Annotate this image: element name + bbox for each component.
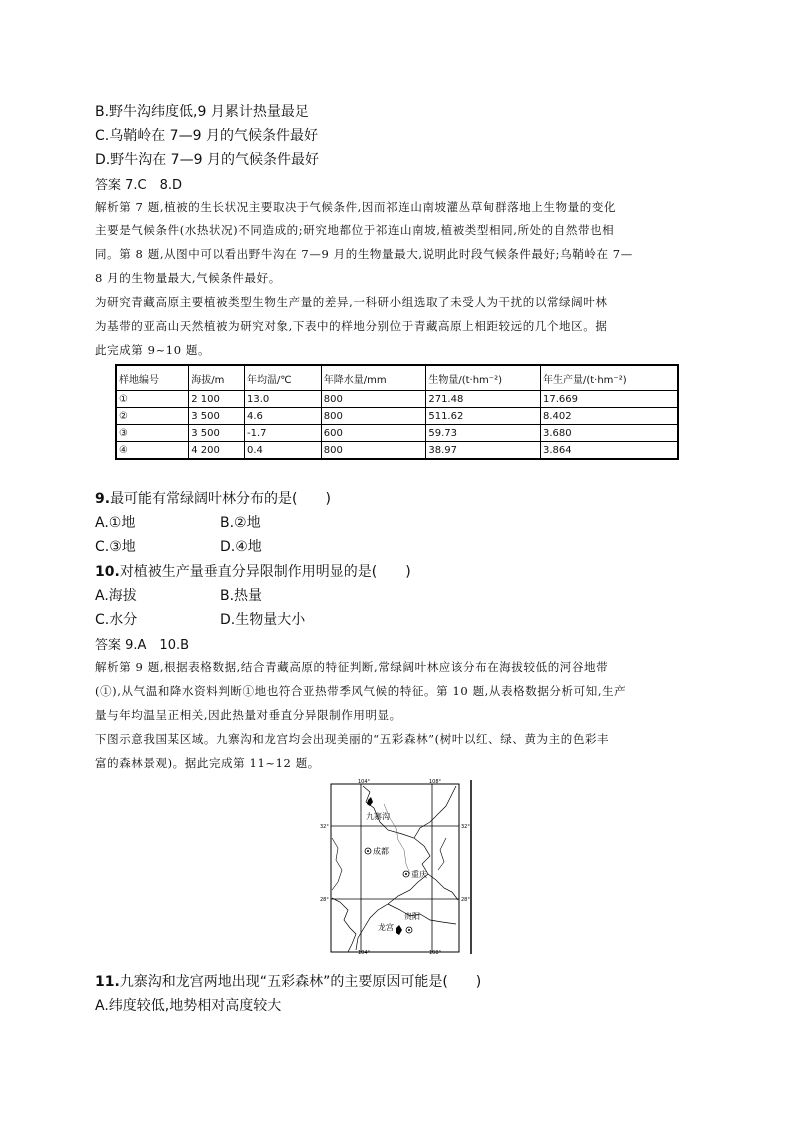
table-cell: 271.48	[426, 391, 541, 408]
province-boundary	[428, 874, 458, 900]
jiuzhaigou-label: 九寨沟	[366, 812, 390, 821]
option-c-q8: C.乌鞘岭在 7—9 月的气候条件最好	[95, 128, 318, 144]
table-cell: 17.669	[540, 391, 678, 408]
table-cell: 2 100	[189, 391, 245, 408]
explanation-9-10-line: 解析第 9 题,根据表格数据,结合青藏高原的特征判断,常绿阔叶林应该分布在海拔较低的河谷地带	[95, 660, 609, 674]
table-cell: 59.73	[426, 425, 541, 442]
lat-label: 32°	[461, 824, 470, 830]
table-header-cell: 年降水量/mm	[321, 365, 426, 391]
chengdu-marker-dot	[367, 850, 369, 852]
lat-label: 28°	[320, 897, 329, 903]
option-a-q10: A.海拔	[95, 588, 137, 604]
table-row	[116, 408, 678, 425]
explanation-7-8-line: 解析第 7 题,植被的生长状况主要取决于气候条件,因而祁连山南坡灌丛草甸群落地上生物量的变化	[95, 200, 617, 214]
province-boundary	[388, 904, 456, 924]
table-cell: -1.7	[245, 425, 322, 442]
region-map	[318, 778, 478, 954]
table-header-cell: 年均温/℃	[245, 365, 322, 391]
table-row	[116, 442, 678, 460]
explanation-7-8-line: 8 月的生物量最大,气候条件最好。	[95, 271, 281, 285]
guiyang-label: 贵阳	[404, 912, 420, 921]
table-cell: 800	[321, 408, 426, 425]
lat-label: 28°	[461, 897, 470, 903]
question-number: 10.	[95, 564, 120, 580]
table-cell: 38.97	[426, 442, 541, 460]
question-text: 最可能有常绿阔叶林分布的是( )	[110, 491, 331, 507]
table-cell: 3 500	[189, 425, 245, 442]
option-a-q11: A.纬度较低,地势相对高度较大	[95, 998, 282, 1014]
explanation-9-10-line: (①),从气温和降水资料判断①地也符合亚热带季风气候的特征。第 10 题,从表格数据分析可知,生产	[95, 684, 627, 698]
intro-11-12-line: 富的森林景观)。据此完成第 11~12 题。	[95, 756, 320, 770]
table-cell: 600	[321, 425, 426, 442]
table-header-row	[116, 365, 678, 391]
table-header-cell: 样地编号	[116, 365, 189, 391]
table-cell: 4 200	[189, 442, 245, 460]
option-d-q8: D.野牛沟在 7—9 月的气候条件最好	[95, 152, 319, 168]
longgong-marker	[396, 925, 402, 935]
lon-label: 104°	[358, 779, 371, 785]
option-d-q9: D.④地	[220, 539, 262, 555]
data-table	[115, 364, 679, 460]
table-cell: 8.402	[540, 408, 678, 425]
option-c-q10: C.水分	[95, 612, 138, 628]
chengdu-label: 成都	[373, 847, 389, 856]
lon-label: 108°	[429, 779, 442, 785]
table-cell: 3.864	[540, 442, 678, 460]
province-boundary	[414, 786, 456, 838]
table-cell: ②	[116, 408, 189, 425]
lon-label: 104°	[358, 950, 371, 954]
table-cell: 800	[321, 391, 426, 408]
answer-9-10: 答案 9.A 10.B	[95, 638, 190, 653]
province-boundary	[438, 838, 446, 870]
question-10	[95, 561, 411, 581]
table-cell: 800	[321, 442, 426, 460]
table-cell: ④	[116, 442, 189, 460]
option-d-q10: D.生物量大小	[220, 612, 306, 628]
province-boundary	[332, 838, 342, 890]
table-cell: 13.0	[245, 391, 322, 408]
table-row	[116, 425, 678, 442]
question-number: 9.	[95, 491, 111, 507]
intro-9-10-line: 为研究青藏高原主要植被类型生物生产量的差异,一科研小组选取了未受人为干扰的以常绿阔叶林	[95, 295, 608, 309]
option-c-q9: C.③地	[95, 539, 136, 555]
intro-11-12-line: 下图示意我国某区域。九寨沟和龙宫均会出现美丽的“五彩森林”(树叶以红、绿、黄为主的色彩丰	[95, 732, 610, 746]
table-cell: ③	[116, 425, 189, 442]
question-number: 11.	[95, 974, 120, 990]
option-b-q8: B.野牛沟纬度低,9 月累计热量最足	[95, 104, 309, 120]
explanation-9-10-line: 量与年均温呈正相关,因此热量对垂直分异限制作用明显。	[95, 708, 402, 722]
table-header-cell: 海拔/m	[189, 365, 245, 391]
option-b-q9: B.②地	[220, 515, 261, 531]
explanation-7-8-line: 主要是气候条件(水热状况)不同造成的;研究地都位于祁连山南坡,植被类型相同,所处的自然带也相	[95, 223, 615, 237]
table-header-cell: 生物量/(t·hm⁻²)	[426, 365, 541, 391]
question-11	[95, 971, 481, 991]
jiuzhaigou-marker	[367, 797, 373, 806]
intro-9-10-line: 此完成第 9~10 题。	[95, 343, 211, 357]
answer-7-8: 答案 7.C 8.D	[95, 178, 183, 193]
chongqing-marker-dot	[405, 873, 407, 875]
lat-label: 32°	[320, 824, 329, 830]
table-cell: 4.6	[245, 408, 322, 425]
table-cell: 511.62	[426, 408, 541, 425]
option-b-q10: B.热量	[220, 588, 263, 604]
chongqing-label: 重庆	[411, 870, 427, 879]
table-cell: 0.4	[245, 442, 322, 460]
table-cell: 3 500	[189, 408, 245, 425]
option-a-q9: A.①地	[95, 515, 136, 531]
table-row	[116, 391, 678, 408]
province-boundary	[332, 898, 356, 952]
intro-9-10-line: 为基带的亚高山天然植被为研究对象,下表中的样地分别位于青藏高原上相距较远的几个地区。据	[95, 319, 608, 333]
question-text: 对植被生产量垂直分异限制作用明显的是( )	[119, 564, 411, 580]
question-text: 九寨沟和龙宫两地出现“五彩森林”的主要原因可能是( )	[119, 974, 482, 990]
lon-label: 108°	[429, 950, 442, 954]
table-header-cell: 年生产量/(t·hm⁻²)	[540, 365, 678, 391]
explanation-7-8-line: 同。第 8 题,从图中可以看出野牛沟在 7—9 月的生物量最大,说明此时段气候条件最好;乌鞘岭在 7—	[95, 247, 633, 261]
longgong-label: 龙宫	[378, 923, 394, 932]
guiyang-marker-dot	[408, 929, 410, 931]
question-9	[95, 488, 331, 508]
table-cell: 3.680	[540, 425, 678, 442]
table-cell: ①	[116, 391, 189, 408]
